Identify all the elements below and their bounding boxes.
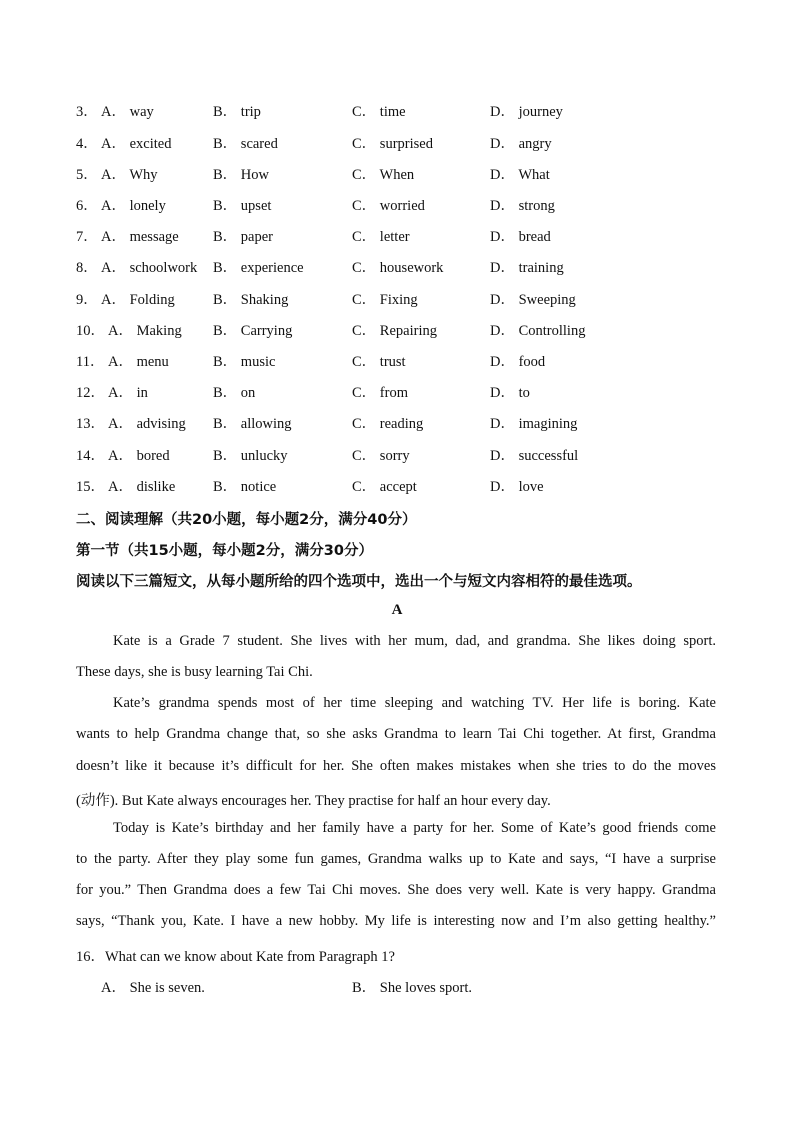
section-title: 二、阅读理解（共20小题，每小题2分，满分40分） bbox=[76, 512, 417, 528]
passage-line: says, “Thank you, Kate. I have a new hobby. My life is interesting now and I’m also getting healthy.” bbox=[76, 913, 716, 929]
option-b: B． upset bbox=[213, 198, 272, 214]
option-c: C． accept bbox=[352, 479, 417, 495]
option-c: C． letter bbox=[352, 229, 410, 245]
question-number: 9． bbox=[76, 292, 98, 308]
question-number: 13． bbox=[76, 416, 105, 432]
passage-line: wants to help Grandma change that, so she asks Grandma to learn Tai Chi together. At first, Grandma bbox=[76, 726, 716, 742]
option-c: C． Repairing bbox=[352, 323, 437, 339]
passage-line: Kate’s grandma spends most of her time sleeping and watching TV. Her life is boring. Kate bbox=[113, 695, 716, 711]
option-d: D． successful bbox=[490, 448, 579, 464]
option-d: D． love bbox=[490, 479, 544, 495]
question-number: 10． bbox=[76, 323, 105, 339]
passage-line: Kate is a Grade 7 student. She lives with her mum, dad, and grandma. She likes doing sport. bbox=[113, 633, 716, 649]
passage-line: doesn’t like it because it’s difficult for her. She often makes mistakes when she tries to do the moves bbox=[76, 758, 716, 774]
cloze-question-10 bbox=[76, 320, 716, 342]
question-number: 7． bbox=[76, 229, 98, 245]
option-c: C． surprised bbox=[352, 136, 433, 152]
option-d: D． What bbox=[490, 167, 550, 183]
option-b: B． notice bbox=[213, 479, 277, 495]
passage-label: A bbox=[391, 602, 403, 618]
question-number: 11． bbox=[76, 354, 105, 370]
option-d: D． bread bbox=[490, 229, 551, 245]
part-title: 第一节（共15小题，每小题2分，满分30分） bbox=[76, 543, 373, 559]
question-number: 8． bbox=[76, 260, 98, 276]
cloze-question-5 bbox=[76, 164, 716, 186]
option-a: A． excited bbox=[101, 136, 172, 152]
option-c: C． from bbox=[352, 385, 408, 401]
option-c: C． trust bbox=[352, 354, 406, 370]
passage-line: (动作). But Kate always encourages her. They practise for half an hour every day. bbox=[76, 793, 551, 809]
cloze-question-13 bbox=[76, 413, 716, 435]
cloze-question-12 bbox=[76, 382, 716, 404]
question-number: 3． bbox=[76, 104, 98, 120]
option-a: A． way bbox=[101, 104, 154, 120]
option-a: A． Why bbox=[101, 167, 158, 183]
option-b: B． experience bbox=[213, 260, 304, 276]
option-c: C． worried bbox=[352, 198, 425, 214]
option-a: A． advising bbox=[108, 416, 186, 432]
instruction: 阅读以下三篇短文，从每小题所给的四个选项中，选出一个与短文内容相符的最佳选项。 bbox=[76, 574, 642, 590]
option-b: B． scared bbox=[213, 136, 278, 152]
cloze-question-6 bbox=[76, 195, 716, 217]
option-d: D． Controlling bbox=[490, 323, 586, 339]
option-d: D． journey bbox=[490, 104, 563, 120]
cloze-question-14 bbox=[76, 445, 716, 467]
option-d: D． training bbox=[490, 260, 564, 276]
option-b: B． music bbox=[213, 354, 276, 370]
cloze-question-7 bbox=[76, 226, 716, 248]
option-a: A． Folding bbox=[101, 292, 175, 308]
option-a: A． in bbox=[108, 385, 148, 401]
passage-line: Today is Kate’s birthday and her family have a party for her. Some of Kate’s good friends come bbox=[113, 820, 716, 836]
passage-line: to the party. After they play some fun games, Grandma walks up to Kate and says, “I have a surprise bbox=[76, 851, 716, 867]
option-d: D． Sweeping bbox=[490, 292, 576, 308]
cloze-question-15 bbox=[76, 476, 716, 498]
option-a: A． schoolwork bbox=[101, 260, 198, 276]
cloze-question-3 bbox=[76, 101, 716, 123]
option-b: B． Carrying bbox=[213, 323, 293, 339]
cloze-question-4 bbox=[76, 133, 716, 155]
option-c: C． sorry bbox=[352, 448, 410, 464]
option-c: C． Fixing bbox=[352, 292, 418, 308]
cloze-question-8 bbox=[76, 257, 716, 279]
option-c: C． reading bbox=[352, 416, 424, 432]
question-16-option-a: A． She is seven. bbox=[101, 980, 205, 996]
option-b: B． unlucky bbox=[213, 448, 288, 464]
option-d: D． imagining bbox=[490, 416, 578, 432]
option-d: D． strong bbox=[490, 198, 555, 214]
option-a: A． menu bbox=[108, 354, 169, 370]
option-b: B． trip bbox=[213, 104, 261, 120]
cloze-question-11 bbox=[76, 351, 716, 373]
option-a: A． bored bbox=[108, 448, 170, 464]
option-d: D． food bbox=[490, 354, 546, 370]
option-b: B． paper bbox=[213, 229, 273, 245]
passage-line: These days, she is busy learning Tai Chi. bbox=[76, 664, 313, 680]
option-c: C． housework bbox=[352, 260, 444, 276]
question-number: 5． bbox=[76, 167, 98, 183]
question-number: 14． bbox=[76, 448, 105, 464]
option-b: B． allowing bbox=[213, 416, 292, 432]
option-c: C． time bbox=[352, 104, 406, 120]
option-d: D． angry bbox=[490, 136, 552, 152]
question-16-option-b: B． She loves sport. bbox=[352, 980, 473, 996]
option-b: B． Shaking bbox=[213, 292, 289, 308]
option-a: A． dislike bbox=[108, 479, 176, 495]
option-a: A． lonely bbox=[101, 198, 166, 214]
option-b: B． on bbox=[213, 385, 256, 401]
option-d: D． to bbox=[490, 385, 530, 401]
cloze-question-9 bbox=[76, 289, 716, 311]
option-c: C． When bbox=[352, 167, 415, 183]
question-number: 4． bbox=[76, 136, 98, 152]
question-16-stem: 16．What can we know about Kate from Paragraph 1? bbox=[76, 949, 395, 965]
question-number: 6． bbox=[76, 198, 98, 214]
option-a: A． message bbox=[101, 229, 179, 245]
option-b: B． How bbox=[213, 167, 269, 183]
question-number: 15． bbox=[76, 479, 105, 495]
option-a: A． Making bbox=[108, 323, 182, 339]
question-number: 12． bbox=[76, 385, 105, 401]
passage-line: for you.” Then Grandma does a few Tai Chi moves. She does very well. Kate is very happy. Grandma bbox=[76, 882, 716, 898]
